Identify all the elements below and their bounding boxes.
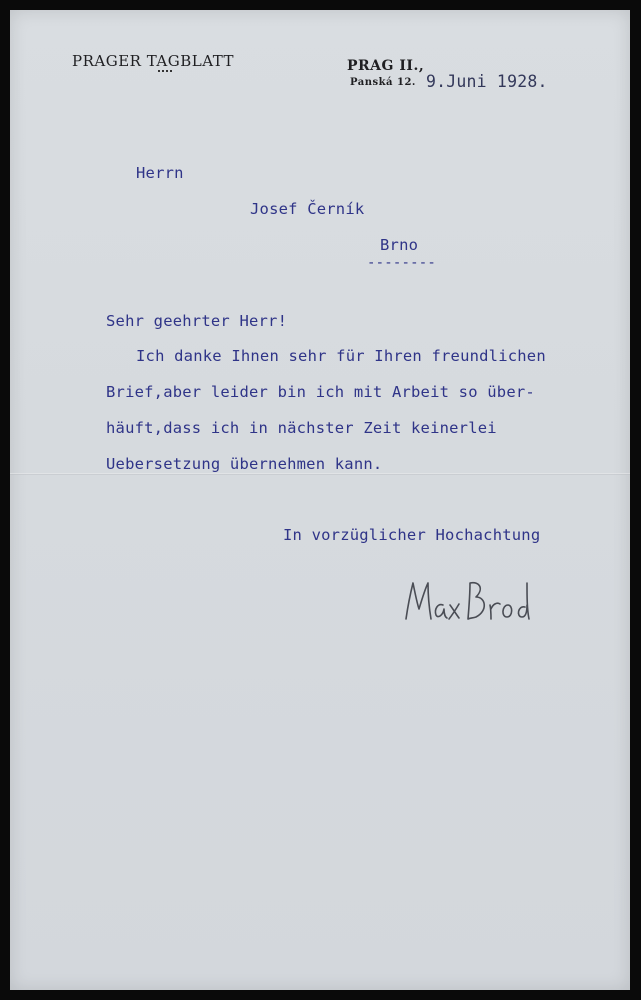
paper-fold-line [10,473,630,475]
recipient-name: Josef Černík [250,200,365,218]
body-line: Uebersetzung übernehmen kann. [106,455,383,473]
letter-date: 9.Juni 1928. [426,72,548,91]
salutation: Sehr geehrter Herr! [106,312,288,330]
signature-max-brod [398,575,538,630]
body-line: Brief,aber leider bin ich mit Arbeit so über- [106,383,535,401]
letterhead-ornament [158,70,172,72]
letterhead-street: Panská 12. [350,77,416,88]
letterhead-city: PRAG II., [347,58,425,74]
recipient-city: Brno [380,236,419,254]
letter-sheet [10,10,630,990]
body-line: häuft,dass ich in nächster Zeit keinerlei [106,419,497,437]
recipient-underline: -------- [367,255,437,271]
closing: In vorzüglicher Hochachtung [283,526,541,544]
recipient-title: Herrn [136,164,184,182]
letterhead-publisher: PRAGER TAGBLATT [72,52,234,70]
body-line: Ich danke Ihnen sehr für Ihren freundlichen [136,347,546,365]
